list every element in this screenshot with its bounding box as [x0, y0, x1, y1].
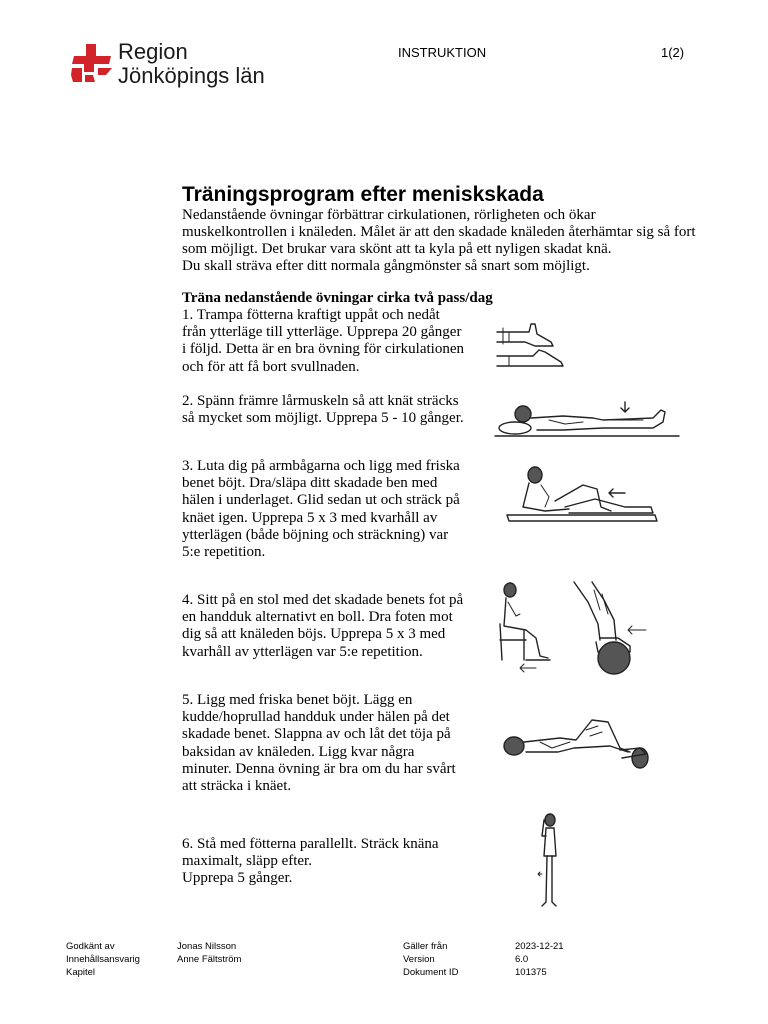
exercise-line: skadade benet. Slappna av och låt det töja på: [182, 726, 451, 743]
quad-set-figure: [493, 396, 683, 442]
exercise-line: i följd. Detta är en bra övning för cirkulationen: [182, 341, 464, 358]
footer-label: Godkänt av: [66, 941, 115, 952]
organization-name-line1: Region: [118, 39, 188, 64]
footer-label: Dokument ID: [403, 967, 459, 978]
footer-value: Jonas Nilsson: [177, 941, 237, 952]
exercise-line: benet böjt. Dra/släpa ditt skadade ben med: [182, 475, 438, 492]
organization-name: [118, 40, 265, 88]
section-heading: Träna nedanstående övningar cirka två pass/dag: [182, 290, 493, 306]
exercise-6-text: [182, 836, 439, 888]
exercise-line: baksidan av knäleden. Ligg kvar några: [182, 743, 415, 760]
organization-name-line2: Jönköpings län: [118, 63, 265, 88]
exercise-line: minuter. Denna övning är bra om du har svårt: [182, 760, 456, 777]
footer-label: Gäller från: [403, 941, 448, 952]
exercise-line: maximalt, släpp efter.: [182, 853, 312, 870]
exercise-line: kvarhåll av ytterlägen var 5:e repetition.: [182, 643, 423, 660]
exercise-line: dig så att knäleden böjs. Upprepa 5 x 3 med: [182, 626, 446, 643]
exercise-5-text: [182, 692, 456, 795]
exercise-line: 3. Luta dig på armbågarna och ligg med friska: [182, 458, 460, 474]
heel-slide-figure: [505, 465, 660, 525]
exercise-3-text: [182, 458, 460, 561]
page-number: 1(2): [661, 45, 685, 60]
exercise-4-text: [182, 592, 463, 661]
footer-label: Kapitel: [66, 967, 96, 978]
seated-knee-flexion-figure: [496, 580, 651, 680]
exercise-line: knäet igen. Upprepa 5 x 3 med kvarhåll av: [182, 509, 438, 526]
footer-label: Innehållsansvarig: [66, 954, 140, 965]
exercise-line: så mycket som möjligt. Upprepa 5 - 10 gånger.: [182, 410, 464, 427]
footer-label: Version: [403, 954, 435, 965]
footer-values-left: [177, 940, 241, 966]
footer-labels-left: [66, 940, 140, 979]
exercise-line: 4. Sitt på en stol med det skadade benets fot på: [182, 592, 464, 608]
footer-value: Anne Fältström: [177, 954, 242, 965]
exercise-1-text: [182, 307, 464, 376]
exercise-line: kudde/hoprullad handduk under hälen på det: [182, 709, 450, 726]
exercise-line: ytterlägen (både böjning och sträckning) var: [182, 526, 449, 543]
footer-value: 2023-12-21: [515, 941, 564, 952]
exercise-line: 1. Trampa fötterna kraftigt uppåt och nedåt: [182, 307, 440, 323]
intro-text: [182, 207, 702, 275]
exercise-line: och för att få bort svullnaden.: [182, 358, 360, 375]
exercise-line: 6. Stå med fötterna parallellt. Sträck knäna: [182, 836, 439, 852]
exercise-line: Upprepa 5 gånger.: [182, 870, 293, 887]
document-type: INSTRUKTION: [398, 45, 487, 60]
exercise-line: 5:e repetition.: [182, 544, 266, 561]
footer-value: 6.0: [515, 954, 529, 965]
ankle-pump-figure: [495, 318, 570, 374]
footer-values-right: [515, 940, 564, 979]
exercise-line: en handduk alternativt en boll. Dra foten mot: [182, 609, 453, 626]
footer-labels-right: [403, 940, 458, 979]
exercise-line: 5. Ligg med friska benet böjt. Lägg en: [182, 692, 413, 708]
exercise-line: från ytterläge till ytterläge. Upprepa 20 gånger: [182, 324, 462, 341]
footer-value: 101375: [515, 967, 547, 978]
exercise-line: 2. Spänn främre lårmuskeln så att knät sträcks: [182, 393, 459, 409]
page-title: Träningsprogram efter meniskskada: [182, 183, 544, 206]
exercise-2-text: [182, 393, 464, 427]
intro-paragraph: Nedanstående övningar förbättrar cirkulationen, rörligheten och ökar muskelkontrollen i knäleden. Målet är att den skadade knäleden återhämtar sig så fort som möjligt. Det brukar vara skönt att ta kyla på ett nyligen skadat knä.: [182, 207, 696, 257]
exercise-line: hälen i underlaget. Glid sedan ut och sträck på: [182, 492, 460, 509]
intro-paragraph: Du skall sträva efter ditt normala gångmönster så snart som möjligt.: [182, 258, 590, 274]
standing-knee-extension-figure: [530, 812, 570, 910]
exercise-line: att sträcka i knäet.: [182, 778, 292, 795]
knee-stretch-figure: [500, 712, 652, 776]
